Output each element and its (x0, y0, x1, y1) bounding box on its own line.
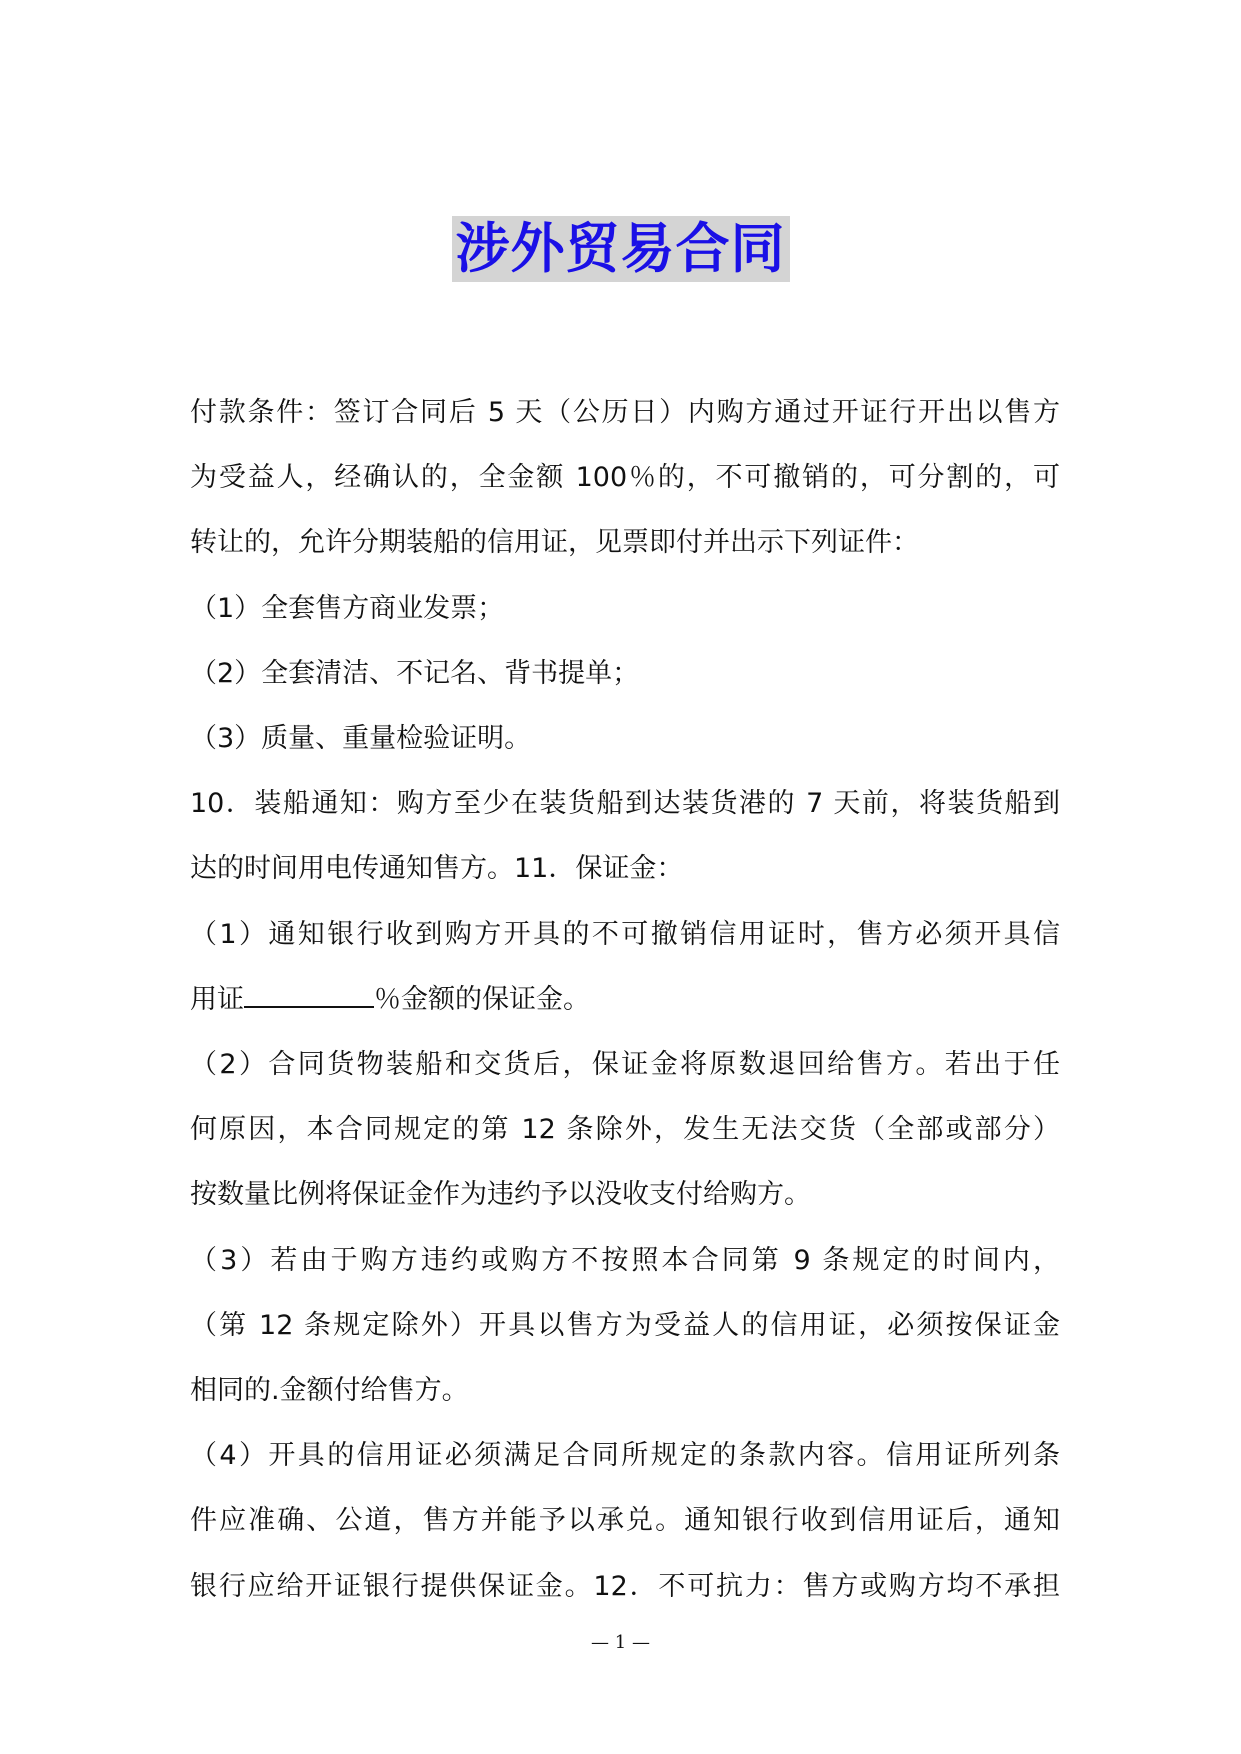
body-line: （4）开具的信用证必须满足合同所规定的条款内容。信用证所列条 (190, 1440, 1060, 1472)
title-container (0, 216, 1241, 282)
body-line: 银行应给开证银行提供保证金。12．不可抗力：售方或购方均不承担 (190, 1570, 1060, 1602)
fill-in-blank (244, 984, 374, 1008)
body-line: 何原因，本合同规定的第 12 条除外，发生无法交货（全部或部分） (190, 1114, 1060, 1146)
body-line: 为受益人，经确认的，全金额 100％的，不可撤销的，可分割的，可 (190, 462, 1060, 494)
body-line: 件应准确、公道，售方并能予以承兑。通知银行收到信用证后，通知 (190, 1505, 1060, 1537)
body-line: （2）合同货物装船和交货后，保证金将原数退回给售方。若出于任 (190, 1049, 1060, 1081)
body-line: （第 12 条规定除外）开具以售方为受益人的信用证，必须按保证金 (190, 1309, 1060, 1341)
body-line: 付款条件：签订合同后 5 天（公历日）内购方通过开证行开出以售方 (190, 397, 1060, 428)
body-line: 相同的.金额付给售方。 (190, 1375, 469, 1407)
body-line-segment: 用证 (190, 983, 244, 1015)
body-line-with-blank (190, 967, 1060, 1032)
page-number: — 1 — (591, 1632, 650, 1653)
body-line: 10．装船通知：购方至少在装货船到达装货港的 7 天前，将装货船到 (190, 788, 1060, 820)
body-line: （3）若由于购方违约或购方不按照本合同第 9 条规定的时间内， (190, 1244, 1060, 1276)
body-line: （1）全套售方商业发票； (190, 592, 505, 624)
contract-body (190, 380, 1060, 1619)
body-line: 按数量比例将保证金作为违约予以没收支付给购方。 (190, 1179, 811, 1211)
document-title: 涉外贸易合同 (452, 216, 790, 282)
body-line-segment: ％金额的保证金。 (374, 983, 590, 1015)
body-line: 转让的，允许分期装船的信用证，见票即付并出示下列证件： (190, 527, 919, 559)
body-line: （2）全套清洁、不记名、背书提单； (190, 657, 640, 689)
body-line: （3）质量、重量检验证明。 (190, 723, 532, 755)
body-line: （1）通知银行收到购方开具的不可撤销信用证时，售方必须开具信 (190, 918, 1060, 950)
body-line: 达的时间用电传通知售方。11．保证金： (190, 853, 684, 885)
